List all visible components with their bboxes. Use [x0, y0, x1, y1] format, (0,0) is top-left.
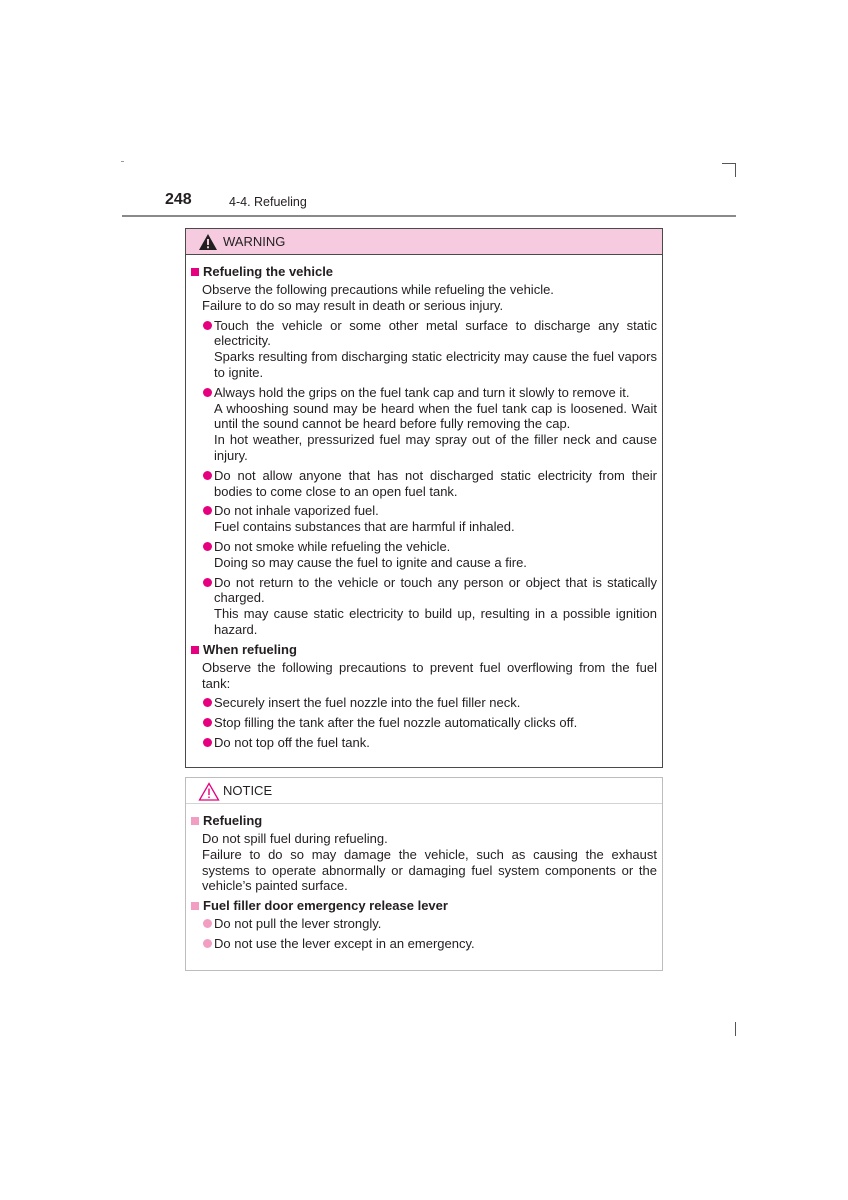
section-heading: Fuel filler door emergency release lever [190, 898, 657, 914]
warning-title: WARNING [223, 234, 286, 249]
bullet-dot [203, 321, 212, 330]
list-item: Do not inhale vaporized fuel. Fuel contains substances that are harmful if inhaled. [190, 503, 657, 535]
section-marker [191, 268, 199, 276]
list-item: Do not return to the vehicle or touch any person or object that is statically charged. This may cause static electricity to build up, resulting in a possible ignition hazard. [190, 575, 657, 638]
crop-mark [722, 163, 736, 177]
section-title: 4-4. Refueling [229, 195, 307, 209]
bullet-dot [203, 542, 212, 551]
notice-header [186, 778, 662, 804]
section-heading: Refueling [190, 813, 657, 829]
warning-header [186, 229, 662, 255]
list-item: Do not allow anyone that has not discharged static electricity from their bodies to come close to an open fuel tank. [190, 468, 657, 500]
bullet-dot [203, 698, 212, 707]
section-heading: When refueling [190, 642, 657, 658]
list-item: Always hold the grips on the fuel tank cap and turn it slowly to remove it. A whooshing sound may be heard when the fuel tank cap is loosened. Wait until the sound cannot be heard before fully removing the cap. In hot weather, pressurized fuel may spray out of the filler neck and cause injury. [190, 385, 657, 464]
section-marker [191, 902, 199, 910]
bullet-dot [203, 738, 212, 747]
bullet-dot [203, 578, 212, 587]
bullet-dot [203, 471, 212, 480]
warning-box [185, 228, 663, 768]
paragraph: Observe the following precautions while refueling the vehicle. Failure to do so may result in death or serious injury. [202, 282, 554, 313]
section-heading: Refueling the vehicle [190, 264, 657, 280]
notice-content [186, 804, 662, 952]
list-item: Do not use the lever except in an emergency. [190, 936, 657, 952]
bullet-dot [203, 919, 212, 928]
section-marker [191, 646, 199, 654]
warning-triangle-icon [198, 233, 218, 251]
page-number: 248 [165, 191, 192, 208]
bullet-dot [203, 939, 212, 948]
bullet-dot [203, 718, 212, 727]
header-rule [122, 215, 736, 217]
crop-mark [121, 161, 124, 162]
bullet-dot [203, 388, 212, 397]
paragraph: Observe the following precautions to prevent fuel overflowing from the fuel tank: [202, 659, 657, 691]
list-item: Touch the vehicle or some other metal surface to discharge any static electricity. Sparks resulting from discharging static electricity may cause the fuel vapors to ignite. [190, 318, 657, 381]
notice-title: NOTICE [223, 783, 273, 798]
list-item: Securely insert the fuel nozzle into the fuel filler neck. [190, 695, 657, 711]
crop-mark [735, 1022, 736, 1036]
list-item: Do not smoke while refueling the vehicle. Doing so may cause the fuel to ignite and cause a fire. [190, 539, 657, 571]
notice-triangle-icon [198, 782, 220, 801]
bullet-dot [203, 506, 212, 515]
paragraph: Do not spill fuel during refueling. Failure to do so may damage the vehicle, such as causing the exhaust systems to operate abnormally or damaging fuel system components or the vehicle’s painted surface. [202, 831, 657, 894]
list-item: Stop filling the tank after the fuel nozzle automatically clicks off. [190, 715, 657, 731]
list-item: Do not pull the lever strongly. [190, 916, 657, 932]
notice-box [185, 777, 663, 971]
section-marker [191, 817, 199, 825]
list-item: Do not top off the fuel tank. [190, 735, 657, 751]
warning-content [186, 255, 662, 751]
